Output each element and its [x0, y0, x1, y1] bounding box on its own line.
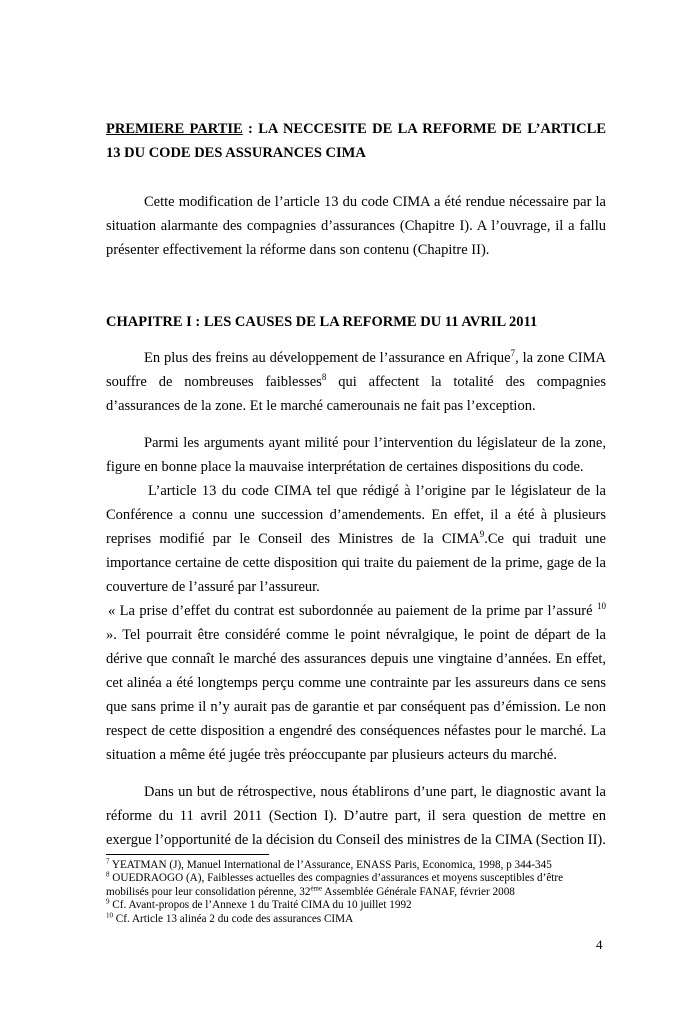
- paragraph-4: [106, 599, 606, 767]
- paragraph-2: Parmi les arguments ayant milité pour l’intervention du législateur de la zone, figure en bonne place la mauvaise interprétation de certaines dispositions du code.: [106, 435, 606, 475]
- p4-text-a: « La prise d’effet du contrat est subordonnée au paiement de la prime par l’assuré: [108, 603, 597, 619]
- footnote-9: [106, 899, 606, 912]
- part-title: LA NECCESITE DE LA REFORME DE L’ARTICLE 13 DU CODE DES ASSURANCES CIMA: [106, 121, 606, 161]
- paragraph-5: Dans un but de rétrospective, nous établirons d’une part, le diagnostic avant la réforme du 11 avril 2011 (Section I). D’autre part, il sera question de mettre en exergue l’opportunité de la décision du Conseil des ministres de la CIMA (Section II).: [106, 784, 606, 848]
- p3-text-a: L’article 13 du code CIMA tel que rédigé à l’origine par le législateur de la Conférence a connu une succession d’amendements. En effet, il a été à plusieurs reprises modifié par le Conseil des Ministres de la CIMA: [106, 483, 606, 547]
- page-number: 4: [596, 937, 603, 952]
- footnote-text: OUEDRAOGO (A), Faiblesses actuelles des compagnies d’assurances et moyens susceptibles d’être mobilisés pour leur consolidation pérenne, 32: [106, 872, 564, 898]
- paragraph-3: [106, 479, 606, 599]
- p1-text-c: qui affectent la totalité des compagnies d’assurances de la zone. Et le marché camerounais ne fait pas l’exception.: [106, 374, 607, 414]
- footnote-ref-10: 10: [597, 601, 606, 612]
- chapter-heading: CHAPITRE I : LES CAUSES DE LA REFORME DU 11 AVRIL 2011: [106, 314, 538, 330]
- footnote-10: [106, 910, 606, 926]
- part-label: PREMIERE PARTIE: [106, 121, 243, 137]
- footnote-number: 10: [106, 910, 113, 919]
- p3-text-b: .Ce qui traduit une importance certaine de cette disposition qui traite du paiement de la prime, gage de la couverture de l’assuré par l’assureur.: [106, 531, 606, 595]
- footnote-text: Cf. Article 13 alinéa 2 du code des assurances CIMA: [113, 912, 354, 925]
- footnote-ref-9: 9: [479, 529, 485, 540]
- paragraph-1: [106, 346, 606, 418]
- footnote-number: 7: [106, 857, 110, 866]
- footnotes: [106, 859, 606, 926]
- footnote-number: 8: [106, 870, 110, 879]
- footnote-text: YEATMAN (J), Manuel International de l’Assurance, ENASS Paris, Economica, 1998, p 344-345: [109, 859, 552, 871]
- footnote-text-continued: Assemblée Générale FANAF, février 2008: [322, 885, 515, 898]
- p1-text-b: , la zone CIMA souffre de nombreuses faiblesses: [106, 350, 607, 390]
- intro-paragraph: Cette modification de l’article 13 du code CIMA a été rendue nécessaire par la situation alarmante des compagnies d’assurances (Chapitre I). A l’ouvrage, il a fallu présenter effectivement la réforme dans son contenu (Chapitre II).: [106, 194, 606, 258]
- footnote-separator: [106, 854, 269, 855]
- footnote-number: 9: [106, 897, 110, 906]
- p1-text-a: En plus des freins au développement de l’assurance en Afrique: [144, 350, 511, 366]
- footnote-7: [106, 859, 606, 872]
- footnote-ref-8: 8: [321, 372, 327, 383]
- footnote-text: Cf. Avant-propos de l’Annexe 1 du Traité CIMA du 10 juillet 1992: [109, 899, 412, 912]
- part-separator: :: [242, 121, 259, 137]
- footnote-ref-7: 7: [510, 348, 516, 359]
- footnote-ordinal: ème: [310, 884, 323, 893]
- part-heading: [106, 117, 606, 165]
- p4-text-b: ». Tel pourrait être considéré comme le point névralgique, le point de départ de la dérive que connaît le marché des assurances depuis une vingtaine d’années. En effet, cet alinéa a été longtemps perçu comme une contrainte par les assureurs dans ce sens que sans prime il n’y aurait pas de garantie et par conséquent pas d’émission. Le non respect de cette disposition a engendré des conséquences néfastes pour le marché. La situation a même été jugée très préoccupante par plusieurs acteurs du marché.: [106, 627, 606, 763]
- footnote-8: [106, 872, 606, 899]
